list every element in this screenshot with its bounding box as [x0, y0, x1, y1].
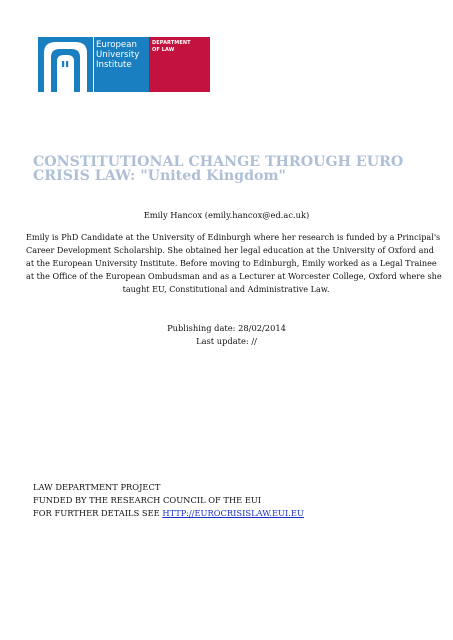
- document-title: [33, 155, 433, 183]
- author-bio: [26, 231, 442, 296]
- title-line-1: CONSTITUTIONAL CHANGE THROUGH EURO: [33, 154, 404, 170]
- bio-line-1: Emily is PhD Candidate at the University of Edinburgh where her research is funded by a Principal's: [26, 232, 441, 242]
- logo-name-line-1: European: [96, 40, 137, 50]
- title-line-2: CRISIS LAW: "United Kingdom": [33, 168, 286, 184]
- footer-line-funding: FUNDED BY THE RESEARCH COUNCIL OF THE EUI: [33, 495, 262, 505]
- logo-name-line-2: University: [96, 50, 140, 60]
- footer-line-details: [33, 507, 433, 520]
- department-of-law-label: [149, 37, 210, 92]
- logo-dept-line-2: OF LAW: [152, 47, 175, 53]
- logo-name-line-3: Institute: [96, 60, 132, 70]
- project-footer: [33, 481, 433, 520]
- eui-logo: [38, 37, 210, 92]
- logo-dept-line-1: DEPARTMENT: [152, 40, 191, 46]
- author-line: Emily Hancox (emily.hancox@ed.ac.uk): [143, 210, 310, 220]
- bio-line-3: at the European University Institute. Before moving to Edinburgh, Emily worked as a Legal Trainee: [26, 258, 437, 268]
- publishing-date: Publishing date: 28/02/2014: [167, 323, 286, 333]
- footer-details-prefix: FOR FURTHER DETAILS SEE: [33, 508, 163, 518]
- footer-line-project: LAW DEPARTMENT PROJECT: [33, 482, 161, 492]
- bio-line-2: Career Development Scholarship. She obtained her legal education at the University of Oxford and: [26, 245, 434, 255]
- publication-dates: [0, 322, 453, 348]
- last-update: Last update: //: [196, 336, 257, 346]
- eui-wordmark: [93, 37, 149, 92]
- bio-line-4: at the Office of the European Ombudsman and as a Lecturer at Worcester College, Oxford where she: [26, 271, 442, 281]
- project-website-link[interactable]: HTTP://EUROCRISISLAW.EUI.EU: [162, 508, 304, 518]
- bio-line-5: taught EU, Constitutional and Administrative Law.: [122, 284, 330, 294]
- eui-emblem-icon: [38, 37, 93, 92]
